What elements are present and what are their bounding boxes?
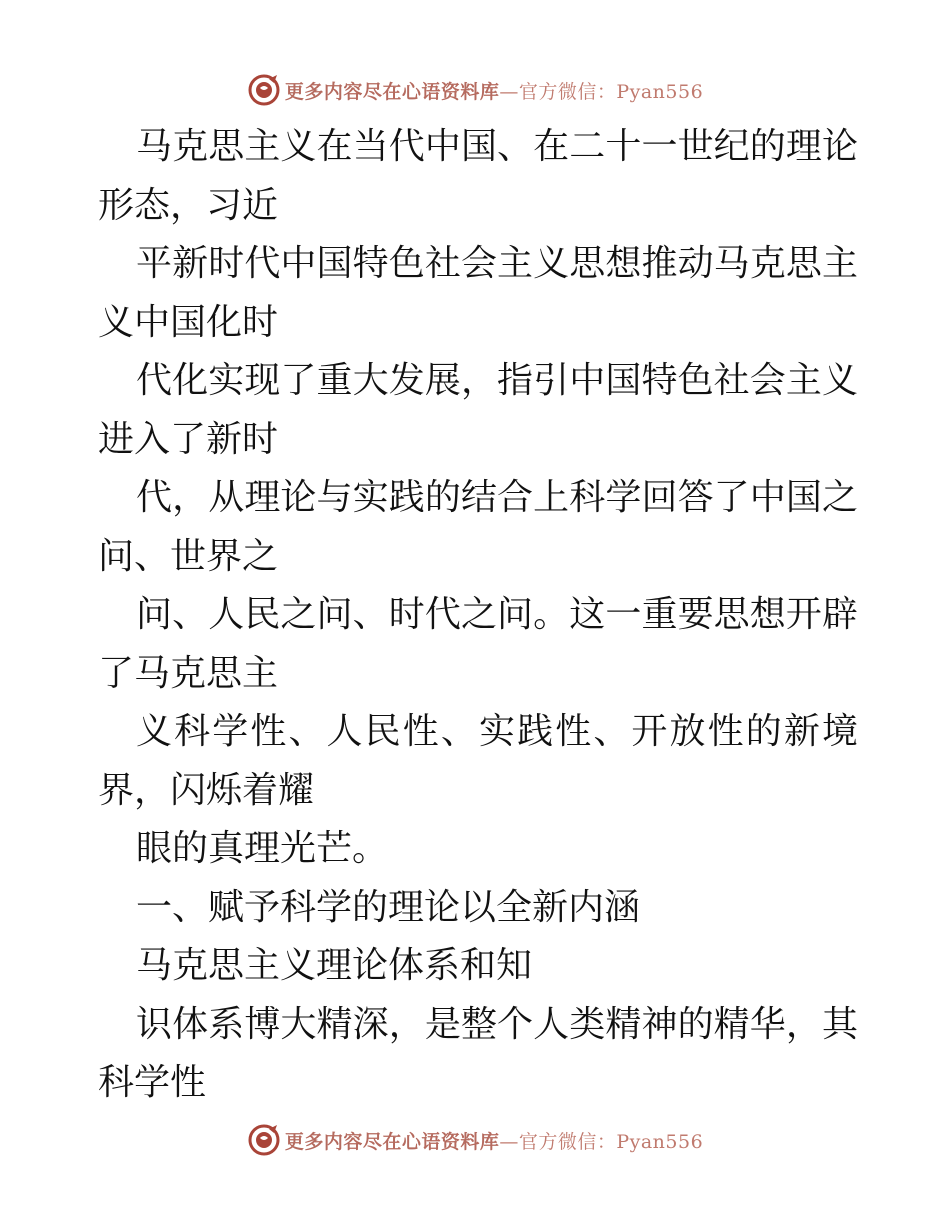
banner-main-text: 更多内容尽在心语资料库 — [284, 80, 500, 103]
section-heading: 一、赋予科学的理论以全新内涵 — [136, 886, 641, 928]
banner-tail-text: —官方微信：Pyan556 — [499, 80, 704, 103]
banner-text — [285, 1127, 703, 1154]
paragraph: 眼的真理光芒。 — [136, 828, 389, 869]
paragraph: 平新时代中国特色社会主义思想推动马克思主义中国化时 — [98, 243, 858, 343]
document-body — [98, 118, 858, 1113]
paragraph: 代，从理论与实践的结合上科学回答了中国之问、世界之 — [98, 477, 858, 577]
banner-text — [285, 77, 703, 104]
paragraph: 马克思主义在当代中国、在二十一世纪的理论形态，习近 — [98, 126, 858, 226]
header-watermark-banner — [0, 70, 950, 110]
banner-tail-text: —官方微信：Pyan556 — [499, 1130, 704, 1153]
footer-watermark-banner — [0, 1120, 950, 1160]
paragraph: 马克思主义理论体系和知 — [136, 945, 533, 986]
paragraph: 问、人民之问、时代之问。这一重要思想开辟了马克思主 — [98, 594, 858, 694]
brand-logo-icon — [247, 1123, 281, 1157]
banner-main-text: 更多内容尽在心语资料库 — [284, 1130, 500, 1153]
paragraph: 代化实现了重大发展，指引中国特色社会主义进入了新时 — [98, 360, 858, 460]
paragraph: 识体系博大精深，是整个人类精神的精华，其科学性 — [98, 1003, 858, 1103]
brand-logo-icon — [247, 73, 281, 107]
paragraph: 义科学性、人民性、实践性、开放性的新境界，闪烁着耀 — [98, 711, 858, 811]
